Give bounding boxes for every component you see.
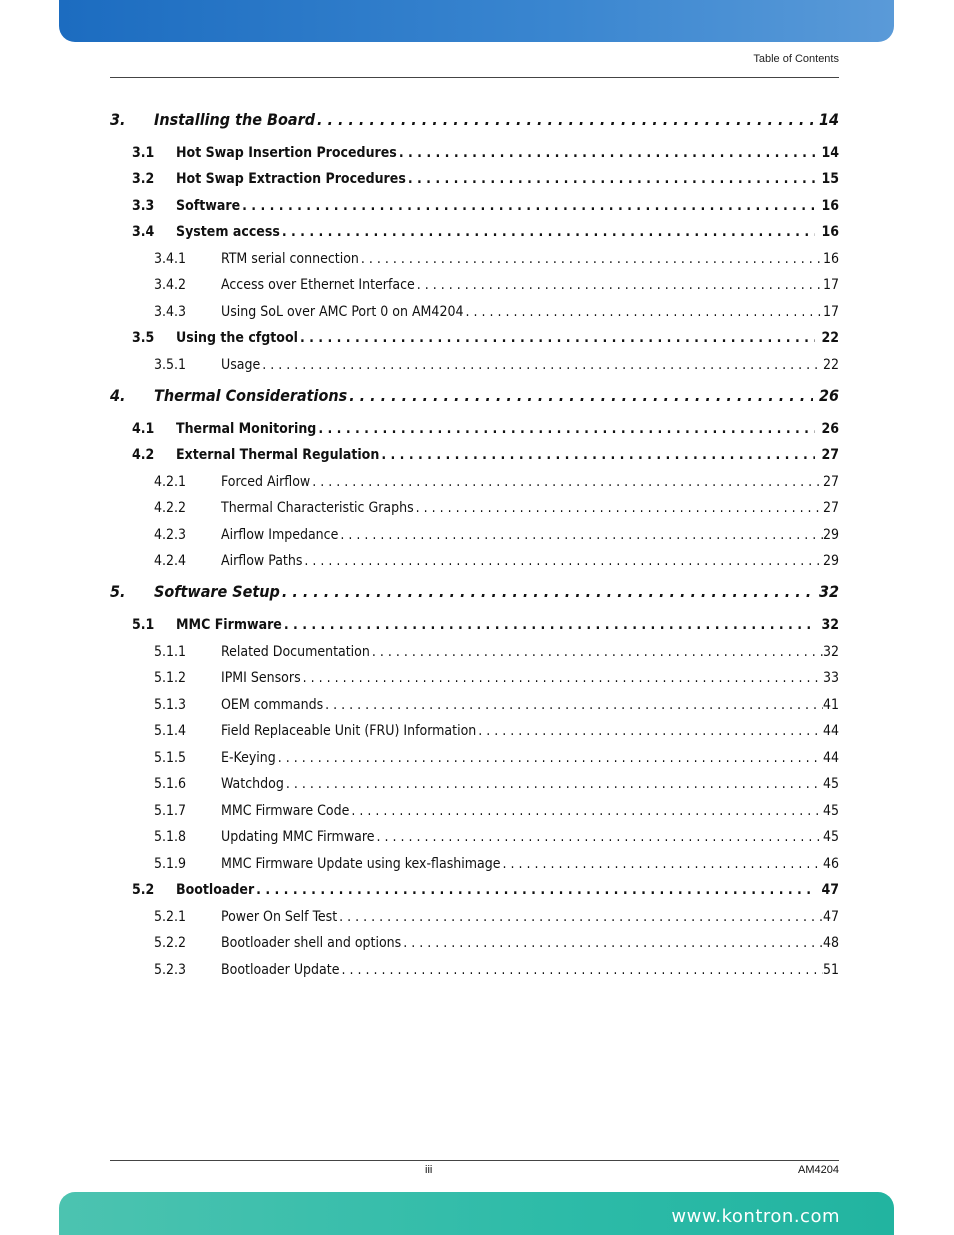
toc-entry-title[interactable]: Related Documentation: [221, 644, 370, 660]
toc-entry-page: 14: [818, 110, 839, 129]
bottom-banner: [59, 1192, 894, 1235]
toc-entry[interactable]: [110, 823, 839, 845]
toc-entry[interactable]: [110, 691, 839, 713]
toc-dot-leader: [304, 553, 823, 569]
toc-entry[interactable]: [110, 547, 839, 569]
toc-entry-title[interactable]: Thermal Considerations: [154, 386, 348, 405]
toc-dot-leader: [286, 776, 823, 792]
toc-entry[interactable]: [110, 165, 839, 187]
toc-entry-page: 32: [821, 617, 839, 633]
toc-entry-page: 29: [822, 527, 839, 543]
toc-entry-title[interactable]: Forced Airflow: [221, 474, 311, 490]
toc-entry-title[interactable]: Thermal Monitoring: [176, 421, 317, 437]
toc-entry[interactable]: [110, 351, 839, 373]
toc-entry-title[interactable]: Power On Self Test: [221, 909, 338, 925]
toc-dot-leader: [300, 330, 816, 346]
toc-entry-page: 48: [822, 935, 839, 951]
toc-entry-title[interactable]: Usage: [221, 357, 261, 373]
toc-entry-number: 3.4: [132, 224, 155, 240]
toc-entry-number: 3.4.2: [154, 277, 187, 293]
toc-entry[interactable]: [110, 611, 839, 633]
toc-entry-page: 33: [822, 670, 839, 686]
toc-entry-number: 4.: [110, 386, 126, 405]
toc-entry-title[interactable]: Updating MMC Firmware: [221, 829, 375, 845]
website-link[interactable]: www.kontron.com: [671, 1206, 840, 1227]
toc-entry[interactable]: [110, 717, 839, 739]
toc-entry[interactable]: [110, 797, 839, 819]
toc-entry-page: 17: [822, 277, 839, 293]
toc-entry[interactable]: [110, 245, 839, 267]
toc-entry[interactable]: [110, 956, 839, 978]
toc-entry[interactable]: [110, 929, 839, 951]
toc-entry-page: 45: [822, 829, 839, 845]
toc-entry-page: 47: [821, 882, 839, 898]
toc-entry-title[interactable]: Software Setup: [154, 582, 280, 601]
toc-entry-title[interactable]: Using the cfgtool: [176, 330, 298, 346]
toc-dot-leader: [417, 277, 823, 293]
toc-entry-title[interactable]: Bootloader shell and options: [221, 935, 402, 951]
toc-entry-page: 45: [822, 803, 839, 819]
toc-dot-leader: [376, 829, 823, 845]
toc-entry-number: 3.5: [132, 330, 155, 346]
toc-entry-title[interactable]: Installing the Board: [154, 110, 315, 129]
toc-entry-title[interactable]: Watchdog: [221, 776, 284, 792]
toc-entry-number: 3.5.1: [154, 357, 187, 373]
toc-entry-number: 3.3: [132, 198, 155, 214]
toc-entry-title[interactable]: Access over Ethernet Interface: [221, 277, 415, 293]
footer-page-number: iii: [425, 1164, 433, 1176]
toc-entry-number: 5.1.2: [154, 670, 187, 686]
toc-entry[interactable]: [110, 139, 839, 161]
toc-entry-page: 41: [822, 697, 839, 713]
footer-rule: [110, 1160, 839, 1161]
toc-entry-title[interactable]: Hot Swap Insertion Procedures: [176, 145, 397, 161]
toc-dot-leader: [503, 856, 823, 872]
toc-entry-page: 44: [822, 723, 839, 739]
toc-dot-leader: [341, 962, 823, 978]
toc-entry[interactable]: [110, 271, 839, 293]
toc-dot-leader: [262, 357, 823, 373]
toc-entry-number: 5.2.1: [154, 909, 187, 925]
toc-entry-page: 26: [821, 421, 839, 437]
toc-entry-page: 29: [822, 553, 839, 569]
toc-entry-title[interactable]: Bootloader: [176, 882, 255, 898]
toc-dot-leader: [361, 251, 823, 267]
toc-entry-number: 5.1.7: [154, 803, 187, 819]
toc-entry-number: 5.2.2: [154, 935, 187, 951]
toc-entry-title[interactable]: System access: [176, 224, 280, 240]
header-rule: [110, 77, 839, 78]
toc-dot-leader: [351, 803, 823, 819]
toc-dot-leader: [340, 527, 823, 543]
toc-dot-leader: [318, 421, 815, 437]
toc-entry[interactable]: [110, 638, 839, 660]
toc-entry-page: 32: [822, 644, 839, 660]
toc-entry-number: 5.1.9: [154, 856, 187, 872]
top-banner: [59, 0, 894, 42]
toc-dot-leader: [465, 304, 822, 320]
toc-entry[interactable]: [110, 298, 839, 320]
toc-dot-leader: [278, 750, 823, 766]
footer-model: AM4204: [798, 1164, 839, 1176]
toc-entry-number: 5.1.6: [154, 776, 187, 792]
toc-entry-number: 4.2.3: [154, 527, 187, 543]
toc-entry-title[interactable]: MMC Firmware: [176, 617, 282, 633]
toc-entry[interactable]: [110, 579, 839, 601]
toc-entry-title[interactable]: Hot Swap Extraction Procedures: [176, 171, 406, 187]
toc-dot-leader: [303, 670, 823, 686]
toc-entry-page: 27: [822, 500, 839, 516]
toc-dot-leader: [478, 723, 823, 739]
toc-entry-page: 47: [822, 909, 839, 925]
toc-entry[interactable]: [110, 383, 839, 405]
toc-dot-leader: [403, 935, 823, 951]
header-section-label: Table of Contents: [753, 53, 839, 65]
toc-dot-leader: [284, 617, 816, 633]
toc-entry-number: 3.1: [132, 145, 155, 161]
toc-entry[interactable]: [110, 903, 839, 925]
toc-entry[interactable]: [110, 415, 839, 437]
toc-entry-title[interactable]: Airflow Impedance: [221, 527, 339, 543]
toc-entry-number: 5.1.5: [154, 750, 187, 766]
toc-entry-number: 3.: [110, 110, 126, 129]
toc-entry-number: 3.2: [132, 171, 155, 187]
toc-entry-title[interactable]: External Thermal Regulation: [176, 447, 380, 463]
toc-entry-number: 5.2.3: [154, 962, 187, 978]
toc-entry-number: 5.1.3: [154, 697, 187, 713]
toc-entry-page: 26: [818, 386, 839, 405]
toc-dot-leader: [416, 500, 823, 516]
toc-dot-leader: [372, 644, 823, 660]
toc-entry-number: 4.2: [132, 447, 155, 463]
toc-entry-title[interactable]: Field Replaceable Unit (FRU) Information: [221, 723, 477, 739]
toc-entry-page: 46: [822, 856, 839, 872]
toc-entry-number: 5.1.8: [154, 829, 187, 845]
toc-entry-title[interactable]: Using SoL over AMC Port 0 on AM4204: [221, 304, 464, 320]
toc-entry-number: 5.: [110, 582, 126, 601]
toc-entry-title[interactable]: Bootloader Update: [221, 962, 340, 978]
toc-entry-number: 5.2: [132, 882, 155, 898]
toc-dot-leader: [408, 171, 816, 187]
toc-entry-title[interactable]: Thermal Characteristic Graphs: [221, 500, 414, 516]
toc-entry[interactable]: [110, 107, 839, 129]
toc-entry-title[interactable]: RTM serial connection: [221, 251, 359, 267]
toc-entry-page: 17: [822, 304, 839, 320]
toc-entry-page: 32: [818, 582, 839, 601]
toc-entry-title[interactable]: E-Keying: [221, 750, 276, 766]
toc-entry-title[interactable]: Airflow Paths: [221, 553, 303, 569]
toc-entry-page: 22: [822, 357, 839, 373]
toc-entry-page: 15: [821, 171, 839, 187]
toc-entry-title[interactable]: IPMI Sensors: [221, 670, 301, 686]
toc-dot-leader: [325, 697, 823, 713]
toc-entry-page: 16: [822, 251, 839, 267]
toc-dot-leader: [349, 386, 813, 405]
toc-entry[interactable]: [110, 744, 839, 766]
toc-entry-title[interactable]: MMC Firmware Code: [221, 803, 350, 819]
toc-entry-page: 14: [821, 145, 839, 161]
toc-entry[interactable]: [110, 850, 839, 872]
toc-entry[interactable]: [110, 770, 839, 792]
toc-dot-leader: [317, 110, 813, 129]
toc-entry-number: 5.1.4: [154, 723, 187, 739]
toc-entry-title[interactable]: MMC Firmware Update using kex-flashimage: [221, 856, 501, 872]
toc-dot-leader: [381, 447, 815, 463]
toc-entry-number: 4.2.1: [154, 474, 187, 490]
toc-dot-leader: [399, 145, 816, 161]
toc-entry-page: 22: [821, 330, 839, 346]
toc-entry[interactable]: [110, 521, 839, 543]
toc-entry-title[interactable]: Software: [176, 198, 241, 214]
toc-entry[interactable]: [110, 494, 839, 516]
toc-entry-number: 4.2.2: [154, 500, 187, 516]
toc-dot-leader: [282, 224, 816, 240]
toc-entry-page: 16: [821, 224, 839, 240]
toc-entry-number: 4.2.4: [154, 553, 187, 569]
toc-entry[interactable]: [110, 441, 839, 463]
toc-entry-page: 27: [822, 474, 839, 490]
toc-entry[interactable]: [110, 876, 839, 898]
toc-entry-number: 3.4.1: [154, 251, 187, 267]
toc-entry-page: 51: [822, 962, 839, 978]
toc-dot-leader: [312, 474, 823, 490]
toc-dot-leader: [282, 582, 813, 601]
toc-entry-number: 4.1: [132, 421, 155, 437]
toc-entry-number: 3.4.3: [154, 304, 187, 320]
toc-entry[interactable]: [110, 324, 839, 346]
toc-entry-number: 5.1: [132, 617, 155, 633]
toc-entry-page: 44: [822, 750, 839, 766]
toc-entry-page: 16: [821, 198, 839, 214]
toc-entry-title[interactable]: OEM commands: [221, 697, 324, 713]
toc-entry[interactable]: [110, 468, 839, 490]
toc-entry[interactable]: [110, 218, 839, 240]
toc-dot-leader: [256, 882, 815, 898]
toc-entry-page: 27: [821, 447, 839, 463]
toc-dot-leader: [339, 909, 823, 925]
toc-dot-leader: [242, 198, 815, 214]
toc-entry[interactable]: [110, 192, 839, 214]
toc-entry-page: 45: [822, 776, 839, 792]
toc-entry[interactable]: [110, 664, 839, 686]
toc-entry-number: 5.1.1: [154, 644, 187, 660]
